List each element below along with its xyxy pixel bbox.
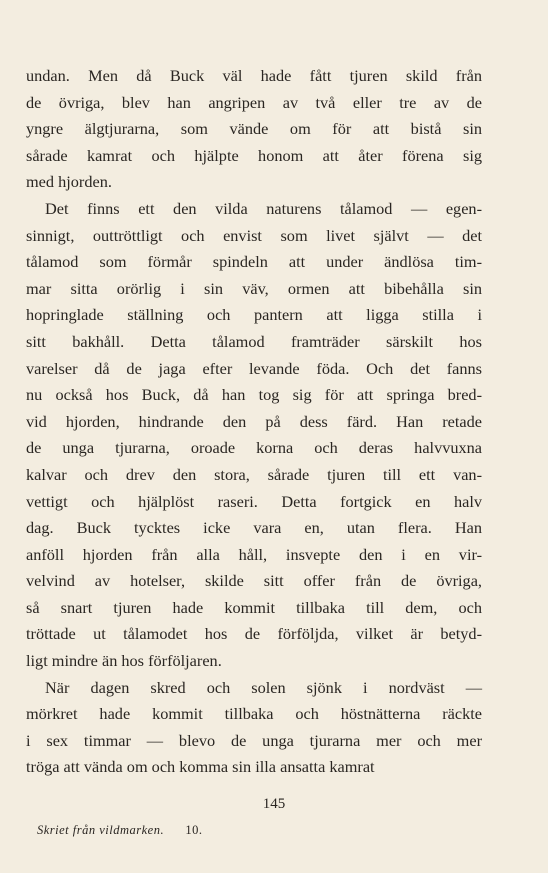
body-text: [26, 63, 482, 781]
signature-title: Skriet från vildmarken.: [37, 823, 165, 837]
text-line: mörkret hade kommit tillbaka och höstnätterna räckte: [26, 704, 482, 724]
text-line: tröttade ut tålamodet hos de förföljda, vilket är betyd-: [26, 624, 482, 644]
text-line: tålamod som förmår spindeln att under ändlösa tim-: [26, 252, 482, 272]
text-line: tröga att vända om och komma sin illa ansatta kamrat: [26, 757, 375, 777]
text-line: de övriga, blev han angripen av två eller tre av de: [26, 92, 482, 112]
text-line: anföll hjorden från alla håll, insvepte den i en vir-: [26, 544, 482, 564]
text-line: så snart tjuren hade kommit tillbaka till dem, och: [26, 597, 482, 617]
text-line: ligt mindre än hos förföljaren.: [26, 651, 222, 671]
page-number: 145: [262, 796, 286, 812]
text-line: yngre älgtjurarna, som vände om för att bistå sin: [26, 119, 482, 139]
text-line: hopringlade ställning och pantern att ligga stilla i: [26, 305, 482, 325]
text-line: de unga tjurarna, oroade korna och deras halvvuxna: [26, 438, 482, 458]
text-line: kalvar och drev den stora, sårade tjuren till ett van-: [26, 464, 482, 484]
text-line: När dagen skred och solen sjönk i nordväst —: [45, 677, 482, 697]
text-line: sitt bakhåll. Detta tålamod framträder särskilt hos: [26, 331, 482, 351]
signature-line: [37, 823, 202, 838]
text-line: dag. Buck tycktes icke vara en, utan flera. Han: [26, 518, 482, 538]
text-line: sårade kamrat och hjälpte honom att åter förena sig: [26, 145, 482, 165]
text-line: varelser då de jaga efter levande föda. Och det fanns: [26, 358, 482, 378]
text-line: nu också hos Buck, då han tog sig för att springa bred-: [26, 385, 482, 405]
text-line: sinnigt, outtröttligt och envist som livet självt — det: [26, 225, 482, 245]
text-line: vid hjorden, hindrande den på dess färd. Han retade: [26, 411, 482, 431]
text-line: undan. Men då Buck väl hade fått tjuren skild från: [26, 66, 482, 85]
text-line: mar sitta orörlig i sin väv, ormen att bibehålla sin: [26, 278, 482, 298]
text-line: med hjorden.: [26, 172, 112, 192]
text-line: Det finns ett den vilda naturens tålamod — egen-: [45, 198, 482, 218]
signature-mark: 10.: [185, 823, 203, 837]
text-line: vettigt och hjälplöst raseri. Detta fortgick en halv: [26, 491, 482, 511]
text-line: velvind av hotelser, skilde sitt offer från de övriga,: [26, 571, 482, 591]
text-line: i sex timmar — blevo de unga tjurarna mer och mer: [26, 730, 482, 750]
